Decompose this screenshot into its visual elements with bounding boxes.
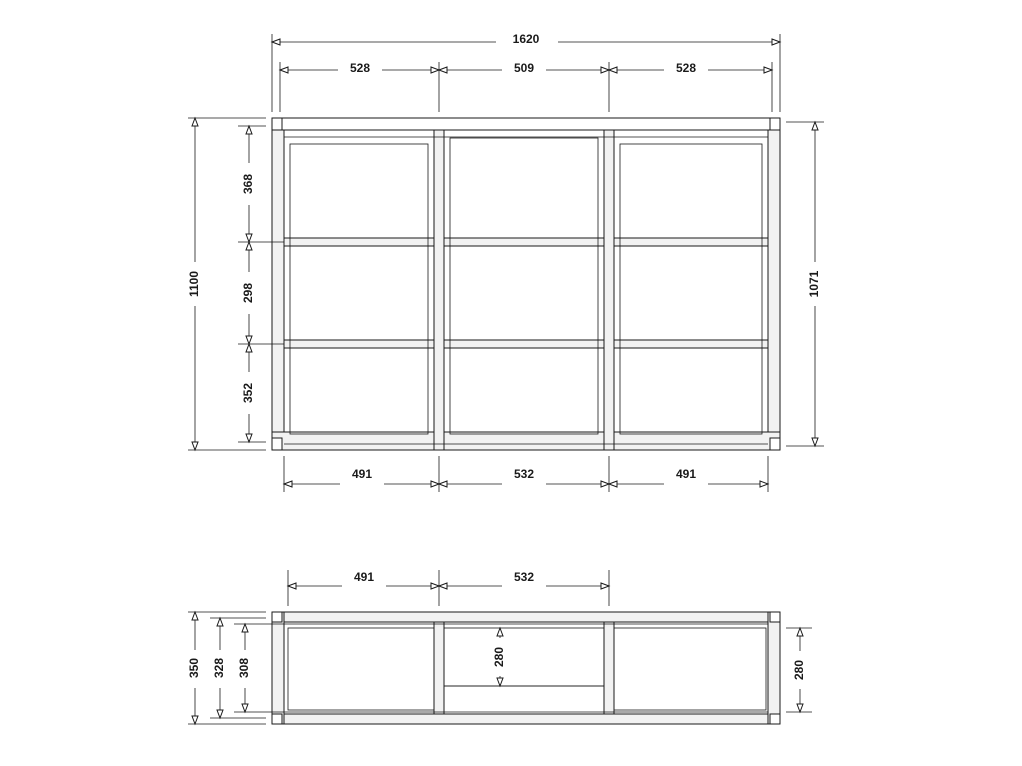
- arrow-plan-2r: [601, 583, 609, 589]
- arrow-1620-left: [272, 39, 280, 45]
- arrow-350-bot: [192, 716, 198, 724]
- front-bottom-left-corner: [272, 438, 282, 450]
- arrow-1071-bot: [812, 438, 818, 446]
- arrow-1620-right: [772, 39, 780, 45]
- front-bottom-rail: [272, 432, 780, 450]
- arrow-bot-3r: [760, 481, 768, 487]
- front-divider-right: [604, 130, 614, 450]
- arrow-1100-top: [192, 118, 198, 126]
- dim-280-right-text: 280: [792, 659, 807, 681]
- arrow-280r-top: [797, 628, 803, 636]
- dim-308-text: 308: [237, 657, 252, 679]
- front-right-stile: [768, 130, 780, 450]
- plan-corner-bl: [272, 714, 282, 724]
- arrow-350-top: [192, 612, 198, 620]
- dim-280-center-text: 280: [492, 646, 507, 668]
- plan-corner-br: [770, 714, 780, 724]
- arrow-bot-1l: [284, 481, 292, 487]
- arrow-sub-1l: [280, 67, 288, 73]
- arrow-sub-3l: [609, 67, 617, 73]
- arrow-352-top: [246, 344, 252, 352]
- arrow-308-top: [242, 624, 248, 632]
- arrow-plan-2l: [439, 583, 447, 589]
- front-shelf-left-upper: [284, 238, 434, 246]
- dim-532-b-text: 532: [513, 570, 535, 585]
- dim-1620-text: 1620: [512, 32, 540, 47]
- arrow-368-top: [246, 126, 252, 134]
- plan-corner-tl: [272, 612, 282, 622]
- dim-528-a-text: 528: [349, 61, 371, 76]
- arrow-1071-top: [812, 122, 818, 130]
- dim-352-text: 352: [241, 382, 256, 404]
- front-shelf-left-lower: [284, 340, 434, 348]
- front-carcass: [272, 130, 780, 450]
- dim-532-a-text: 532: [513, 467, 535, 482]
- arrow-sub-3r: [764, 67, 772, 73]
- plan-bottom-rail: [272, 714, 780, 724]
- arrow-298-top: [246, 242, 252, 250]
- dim-491-c-text: 491: [353, 570, 375, 585]
- arrow-280r-bot: [797, 704, 803, 712]
- plan-right-stile: [768, 612, 780, 724]
- dim-1100-text: 1100: [187, 270, 202, 298]
- dim-491-a-text: 491: [351, 467, 373, 482]
- front-top-right-corner: [770, 118, 780, 130]
- arrow-1100-bot: [192, 442, 198, 450]
- plan-carcass: [272, 612, 780, 724]
- front-shelf-mid-lower: [444, 340, 604, 348]
- front-shelf-mid-upper: [444, 238, 604, 246]
- dim-368-text: 368: [241, 173, 256, 195]
- dim-328-text: 328: [212, 657, 227, 679]
- dim-509-text: 509: [513, 61, 535, 76]
- front-top-left-corner: [272, 118, 282, 130]
- dim-1071-text: 1071: [807, 270, 822, 298]
- dim-350-text: 350: [187, 657, 202, 679]
- front-bottom-right-corner: [770, 438, 780, 450]
- plan-top-rail: [272, 612, 780, 622]
- arrow-308-bot: [242, 704, 248, 712]
- arrow-bot-3l: [609, 481, 617, 487]
- plan-divider-right: [604, 622, 614, 714]
- plan-view: [186, 570, 812, 724]
- arrow-352-bot: [246, 434, 252, 442]
- dim-491-b-text: 491: [675, 467, 697, 482]
- dim-298-text: 298: [241, 282, 256, 304]
- arrow-plan-1l: [288, 583, 296, 589]
- arrow-sub-2l: [439, 67, 447, 73]
- front-divider-left: [434, 130, 444, 450]
- plan-corner-tr: [770, 612, 780, 622]
- dim-528-b-text: 528: [675, 61, 697, 76]
- arrow-328-top: [217, 618, 223, 626]
- arrow-bot-2l: [439, 481, 447, 487]
- front-shelf-right-upper: [614, 238, 768, 246]
- front-elevation-view: [186, 32, 824, 492]
- plan-divider-left: [434, 622, 444, 714]
- front-top-rail: [272, 118, 780, 130]
- plan-left-stile: [272, 612, 284, 724]
- arrow-328-bot: [217, 710, 223, 718]
- front-shelf-right-lower: [614, 340, 768, 348]
- front-left-stile: [272, 130, 284, 450]
